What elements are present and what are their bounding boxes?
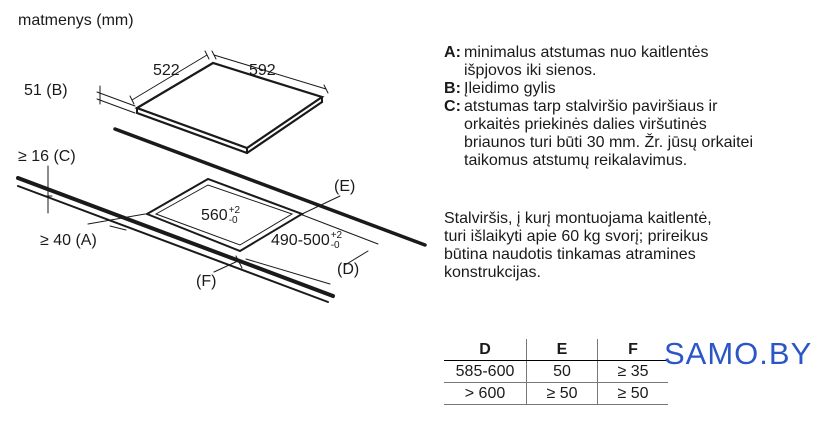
legend-item-b [444, 80, 753, 98]
legend-line: minimalus atstumas nuo kaitlentės [464, 44, 709, 61]
legend-line: orkaitės priekinės dalies viršutinės [464, 116, 707, 133]
dim-560 [201, 206, 240, 226]
dim-c: ≥ 16 (C) [18, 148, 76, 165]
label-e: (E) [334, 178, 356, 195]
note-line: turi išlaikyti apie 60 kg svorį; prireikus [444, 228, 709, 245]
label-d: (D) [337, 261, 360, 278]
legend [444, 44, 753, 170]
legend-line: atstumas tarp stalviršio paviršiaus ir [464, 98, 718, 115]
header-f: F [598, 339, 669, 361]
header-d: D [444, 339, 527, 361]
dim-490-tol-minus: -0 [330, 240, 340, 251]
note-line: Stalviršis, į kurį montuojama kaitlentė, [444, 210, 712, 227]
legend-line: briaunos turi būti 30 mm. Žr. jūsų orkaitei [464, 134, 754, 151]
legend-key: B: [444, 80, 461, 97]
legend-key: A: [444, 44, 461, 61]
table-cell: 585-600 [444, 361, 527, 383]
dim-490-tol-plus: +2 [330, 230, 343, 241]
table-cell: 50 [527, 361, 598, 383]
legend-line: išpjovos iki sienos. [464, 62, 597, 79]
note-line: būtina naudotis tinkamas atramines [444, 246, 696, 263]
table-row [444, 361, 668, 383]
note-line: konstrukcijas. [444, 264, 541, 281]
dim-a: ≥ 40 (A) [40, 232, 97, 249]
legend-item-a [444, 44, 753, 80]
legend-line: taikomus atstumų reikalavimus. [464, 152, 688, 169]
table-cell: ≥ 35 [598, 361, 669, 383]
legend-line: Įleidimo gylis [464, 80, 556, 97]
label-f: (F) [196, 273, 217, 290]
brand-watermark: SAMO.BY [664, 336, 813, 371]
header-e: E [527, 339, 598, 361]
dim-b: 51 (B) [24, 82, 68, 99]
worktop-note [444, 210, 712, 282]
table-cell: ≥ 50 [527, 383, 598, 405]
dim-560-tol-minus: -0 [228, 215, 238, 226]
units-label: matmenys (mm) [18, 12, 134, 29]
legend-key: C: [444, 98, 461, 115]
dim-560-value: 560 [201, 207, 228, 225]
dim-490-500-value: 490-500 [271, 232, 330, 250]
distance-table [444, 339, 668, 405]
legend-item-c [444, 98, 753, 170]
dim-592: 592 [249, 62, 276, 79]
dim-490-500 [271, 231, 342, 251]
table-cell: ≥ 50 [598, 383, 669, 405]
table-header-row [444, 339, 668, 361]
table-row [444, 383, 668, 405]
dim-560-tol-plus: +2 [228, 205, 241, 216]
dim-522: 522 [153, 62, 180, 79]
table-cell: > 600 [444, 383, 527, 405]
